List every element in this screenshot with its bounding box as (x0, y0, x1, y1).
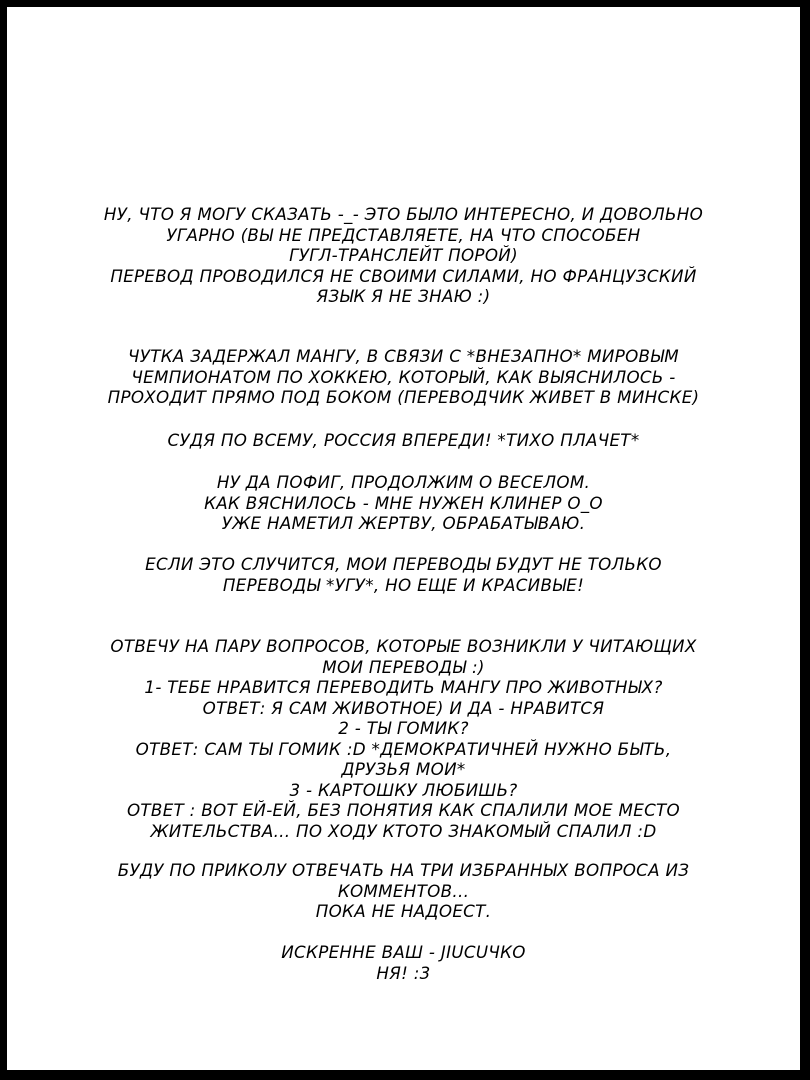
paragraph-5 (7, 555, 800, 596)
text-line: 3 - КАРТОШКУ ЛЮБИШЬ? (289, 780, 518, 801)
text-line: УГАРНО (ВЫ НЕ ПРЕДСТАВЛЯЕТЕ, НА ЧТО СПОСОБЕН (166, 225, 641, 246)
paragraph-7 (7, 861, 800, 923)
text-line: НУ ДА ПОФИГ, ПРОДОЛЖИМ О ВЕСЕЛОМ. (216, 473, 591, 493)
text-line: БУДУ ПО ПРИКОЛУ ОТВЕЧАТЬ НА ТРИ ИЗБРАННЫХ ВОПРОСА ИЗ (117, 861, 690, 881)
text-line: ЧЕМПИОНАТОМ ПО ХОККЕЮ, КОТОРЫЙ, КАК ВЫЯСНИЛОСЬ - (131, 367, 676, 388)
paragraph-3 (7, 431, 800, 452)
text-line: ЯЗЫК Я НЕ ЗНАЮ :) (316, 287, 491, 307)
text-line: ГУГЛ-ТРАНСЛЕЙТ ПОРОЙ) (289, 246, 518, 266)
paragraph-6 (7, 637, 800, 842)
text-line: ПЕРЕВОДЫ *УГУ*, НО ЕЩЕ И КРАСИВЫЕ! (222, 575, 585, 596)
text-line: ЕСЛИ ЭТО СЛУЧИТСЯ, МОИ ПЕРЕВОДЫ БУДУТ НЕ ТОЛЬКО (145, 555, 662, 575)
manga-page (5, 5, 802, 1072)
paragraph-2 (7, 347, 800, 409)
text-line: ПРОХОДИТ ПРЯМО ПОД БОКОМ (ПЕРЕВОДЧИК ЖИВЕТ В МИНСКЕ) (107, 388, 700, 408)
text-line: КАК ВЯСНИЛОСЬ - МНЕ НУЖЕН КЛИНЕР О_О (204, 493, 603, 514)
text-line: УЖЕ НАМЕТИЛ ЖЕРТВУ, ОБРАБАТЫВАЮ. (221, 514, 586, 534)
text-line: 2 - ТЫ ГОМИК? (338, 719, 469, 739)
text-line: ОТВЕЧУ НА ПАРУ ВОПРОСОВ, КОТОРЫЕ ВОЗНИКЛИ У ЧИТАЮЩИХ (110, 637, 697, 657)
text-line: КОММЕНТОВ... (337, 881, 470, 902)
paragraph-4 (7, 473, 800, 535)
signature (7, 943, 800, 984)
text-line: ОТВЕТ: Я САМ ЖИВОТНОЕ) И ДА - НРАВИТСЯ (202, 698, 605, 719)
text-line: ПЕРЕВОД ПРОВОДИЛСЯ НЕ СВОИМИ СИЛАМИ, НО ФРАНЦУЗСКИЙ (110, 266, 697, 287)
text-line: СУДЯ ПО ВСЕМУ, РОССИЯ ВПЕРЕДИ! *ТИХО ПЛАЧЕТ* (167, 431, 640, 451)
text-line: ПОКА НЕ НАДОЕСТ. (315, 902, 492, 922)
text-line: НЯ! :3 (376, 963, 431, 984)
text-line: ИСКРЕННЕ ВАШ - JIUCUЧКО (281, 943, 526, 963)
text-line: ОТВЕТ : ВОТ ЕЙ-ЕЙ, БЕЗ ПОНЯТИЯ КАК СПАЛИЛИ МОЕ МЕСТО (126, 801, 681, 821)
text-line: ДРУЗЬЯ МОИ* (341, 760, 466, 780)
text-line: МОИ ПЕРЕВОДЫ :) (322, 657, 485, 678)
text-line: ЖИТЕЛЬСТВА... ПО ХОДУ КТОТО ЗНАКОМЫЙ СПАЛИЛ :D (150, 821, 657, 842)
text-line: ОТВЕТ: САМ ТЫ ГОМИК :D *ДЕМОКРАТИЧНЕЙ НУЖНО БЫТЬ, (135, 739, 672, 760)
text-line: НУ, ЧТО Я МОГУ СКАЗАТЬ -_- ЭТО БЫЛО ИНТЕРЕСНО, И ДОВОЛЬНО (103, 205, 704, 225)
paragraph-1 (7, 205, 800, 308)
text-line: ЧУТКА ЗАДЕРЖАЛ МАНГУ, В СВЯЗИ С *ВНЕЗАПНО* МИРОВЫМ (127, 347, 680, 367)
text-line: 1- ТЕБЕ НРАВИТСЯ ПЕРЕВОДИТЬ МАНГУ ПРО ЖИВОТНЫХ? (144, 678, 663, 698)
